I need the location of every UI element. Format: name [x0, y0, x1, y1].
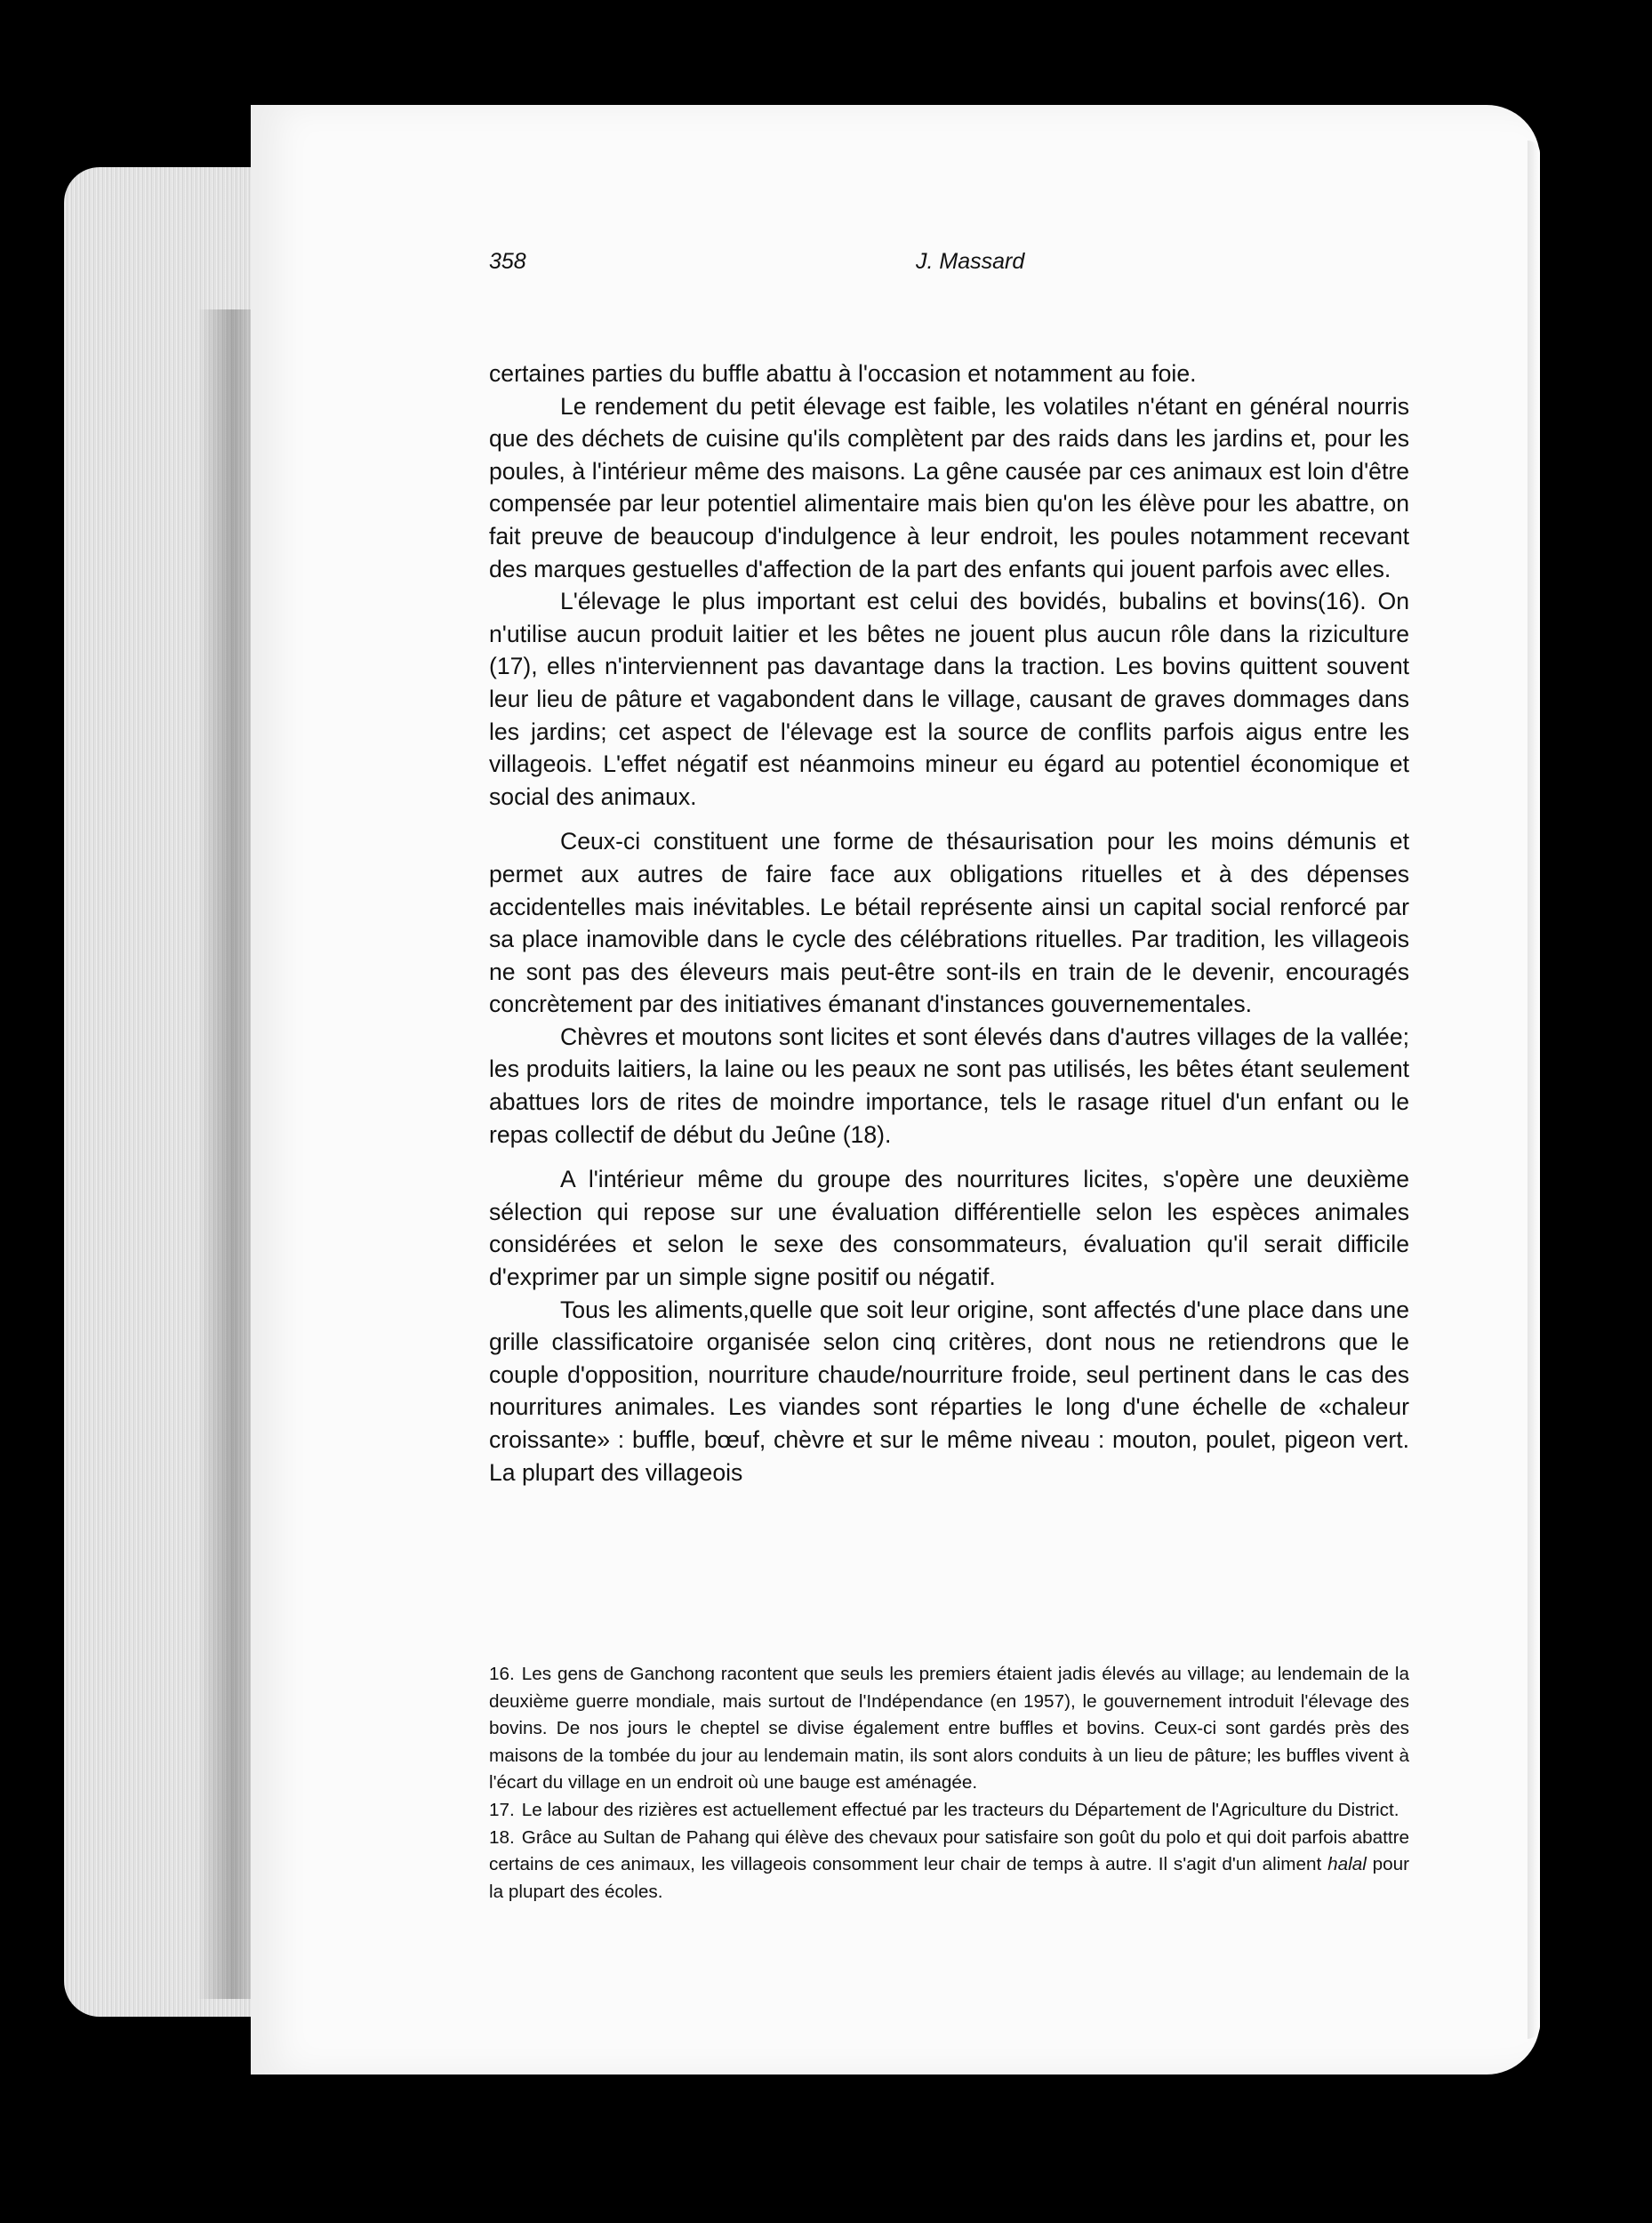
- footnote-16-text: Les gens de Ganchong racontent que seuls les premiers étaient jadis élevés au village; au lendemain de la deuxième guerre mondiale, mais surtout de l'Indépendance (en 1957), le gouvernement introduit l'élevage des bovins. De nos jours le cheptel se divise également entre buffles et bovins. Ceux-ci sont gardés près des maisons de la tombée du jour au lendemain matin, ils sont alors conduits à un lieu de pâture; les buffles vivent à l'écart du village en un endroit où une bauge est aménagée.: [489, 1664, 1409, 1794]
- paragraph-6: A l'intérieur même du groupe des nourritures licites, s'opère une deuxième sélection qui repose sur une évaluation différentielle selon les espèces animales considérées et selon le sexe des consommateurs, évaluation qu'il serait difficile d'exprimer par un simple signe positif ou négatif.: [489, 1166, 1409, 1291]
- page-number: 358: [489, 249, 526, 274]
- paragraph-3: L'élevage le plus important est celui des bovidés, bubalins et bovins(16). On n'utilise aucun produit laitier et les bêtes ne jouent plus aucun rôle dans la riziculture (17), elles n'interviennent pas davantage dans la traction. Les bovins quittent souvent leur lieu de pâture et vagabondent dans le village, causant de graves dommages dans les jardins; cet aspect de l'élevage est la source de conflits parfois aigus entre les villageois. L'effet négatif est néanmoins mineur eu égard au potentiel économique et social des animaux.: [489, 588, 1409, 810]
- footnote-16-number: 16.: [489, 1664, 515, 1684]
- footnote-18-italic-term: halal: [1327, 1854, 1367, 1875]
- footnote-17-text: Le labour des rizières est actuellement effectué par les tracteurs du Département de l'Agriculture du District.: [521, 1799, 1399, 1820]
- running-head-author: J. Massard: [916, 249, 1025, 274]
- footnote-18: [489, 1825, 1409, 1906]
- footnote-18-number: 18.: [489, 1826, 515, 1848]
- paragraph-2: Le rendement du petit élevage est faible, les volatiles n'étant en général nourris que des déchets de cuisine qu'ils complètent par des raids dans les jardins et, pour les poules, à l'intérieur même des maisons. La gêne causée par ces animaux est loin d'être compensée par leur potentiel alimentaire mais bien qu'on les élève pour les abattre, on fait preuve de beaucoup d'indulgence à leur endroit, les poules notamment recevant des marques gestuelles d'affection de la part des enfants qui jouent parfois avec elles.: [489, 392, 1409, 582]
- footnote-16: [489, 1661, 1409, 1797]
- page-right-edge: [1528, 140, 1540, 2039]
- footnote-18-text-a: Grâce au Sultan de Pahang qui élève des chevaux pour satisfaire son goût du polo et qui doit parfois abattre certains de ces animaux, les villageois consomment leur chair de temps à autre. Il s'agit d'un aliment: [489, 1826, 1409, 1875]
- paragraph-7: Tous les aliments,quelle que soit leur origine, sont affectés d'une place dans une grille classificatoire organisée selon cinq critères, dont nous ne retiendrons que le couple d'opposition, nourriture chaude/nourriture froide, seul pertinent dans le cas des nourritures animales. Les viandes sont réparties le long d'une échelle de «chaleur croissante» : buffle, bœuf, chèvre et sur le même niveau : mouton, poulet, pigeon vert. La plupart des villageois: [489, 1296, 1409, 1486]
- footnote-18-text-b: pour la plupart des écoles.: [489, 1854, 1410, 1902]
- paragraph-4: Ceux-ci constituent une forme de thésaurisation pour les moins démunis et permet aux autres de faire face aux obligations rituelles et à des dépenses accidentelles mais inévitables. Le bétail représente ainsi un capital social renforcé par sa place inamovible dans le cycle des célébrations rituelles. Par tradition, les villageois ne sont pas des éleveurs mais peut-être sont-ils en train de le devenir, encouragés concrètement par des initiatives émanant d'instances gouvernementales.: [489, 828, 1409, 1018]
- footnotes: [489, 1661, 1409, 1906]
- paragraph-5: Chèvres et moutons sont licites et sont élevés dans d'autres villages de la vallée; les produits laitiers, la laine ou les peaux ne sont pas utilisés, les bêtes étant seulement abattues lors de rites de moindre importance, tels le rasage rituel d'un enfant ou le repas collectif de début du Jeûne (18).: [489, 1023, 1409, 1148]
- paragraph-1: certaines parties du buffle abattu à l'occasion et notamment au foie.: [489, 360, 1197, 387]
- footnote-17: [489, 1797, 1409, 1825]
- footnote-17-number: 17.: [489, 1799, 515, 1820]
- body-text: [489, 357, 1409, 1489]
- running-head: [489, 249, 1409, 285]
